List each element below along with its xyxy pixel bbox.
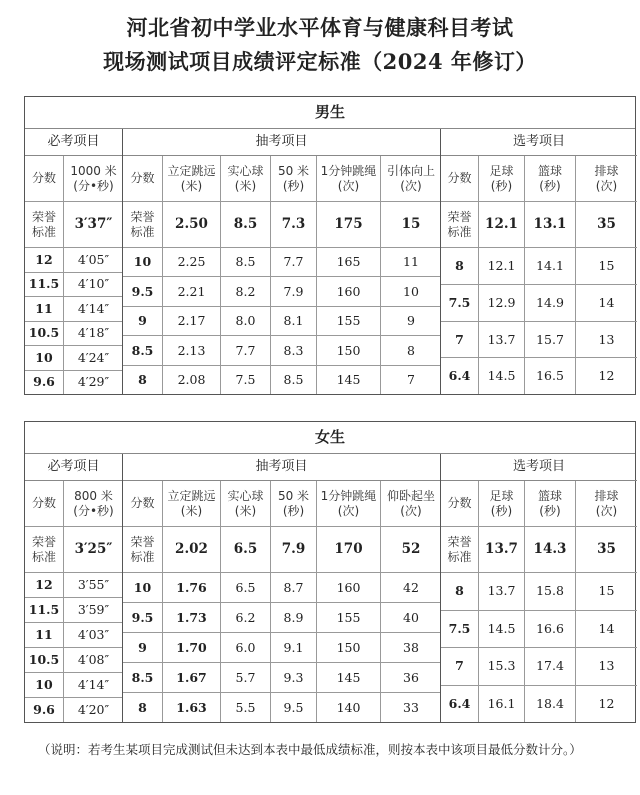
score-cell: 8 — [441, 573, 479, 610]
honor-cell: 35 — [597, 216, 616, 233]
table-row — [441, 686, 637, 723]
honor-cell: 6.5 — [221, 527, 271, 572]
table-row — [123, 603, 440, 633]
value-cell: 4′10″ — [77, 276, 110, 292]
score-cell: 9.6 — [25, 698, 64, 722]
value-cell: 38 — [403, 639, 419, 655]
group-header: 抽考项目 — [123, 129, 440, 156]
value-cell: 145 — [317, 663, 381, 692]
column-header: 足球 (秒) — [479, 481, 525, 526]
table-row — [25, 598, 122, 623]
elective-group — [441, 129, 637, 394]
score-cell: 10 — [123, 573, 163, 602]
value-cell: 160 — [317, 573, 381, 602]
value-cell: 2.13 — [163, 336, 221, 364]
column-header: 引体向上 (次) — [386, 163, 435, 193]
table-row — [123, 248, 440, 277]
mandatory-group — [25, 454, 123, 722]
table-row — [25, 273, 122, 298]
column-header: 分数 — [25, 481, 64, 526]
table-row — [441, 648, 637, 686]
value-cell: 1.76 — [163, 573, 221, 602]
score-cell: 9.6 — [25, 371, 64, 395]
column-header-row — [123, 156, 440, 202]
group-header: 选考项目 — [441, 454, 637, 481]
honor-cell: 7.9 — [271, 527, 317, 572]
value-cell: 155 — [317, 603, 381, 632]
table-row — [123, 307, 440, 336]
honor-cell: 12.1 — [479, 202, 525, 247]
value-cell: 4′14″ — [77, 677, 110, 693]
value-cell: 7.5 — [221, 366, 271, 394]
value-cell: 9.3 — [271, 663, 317, 692]
table-row — [25, 346, 122, 371]
column-header: 篮球 (秒) — [525, 481, 576, 526]
groups-container — [25, 454, 635, 722]
table-row — [25, 698, 122, 722]
column-header: 分数 — [123, 156, 163, 201]
table-row — [441, 358, 637, 394]
value-cell: 8.5 — [221, 248, 271, 276]
column-header: 排球 (次) — [594, 163, 619, 193]
table-row — [25, 248, 122, 273]
score-cell: 7 — [441, 322, 479, 358]
value-cell: 8.7 — [271, 573, 317, 602]
value-cell: 9.5 — [271, 693, 317, 722]
honor-cell: 2.02 — [163, 527, 221, 572]
value-cell: 9 — [407, 313, 415, 329]
honor-standard-row — [123, 202, 440, 248]
value-cell: 16.1 — [479, 686, 525, 723]
honor-cell: 荣誉 标准 — [25, 527, 64, 572]
score-cell: 11.5 — [25, 598, 64, 622]
value-cell: 14 — [598, 620, 615, 636]
value-cell: 14.5 — [479, 611, 525, 648]
value-cell: 6.2 — [221, 603, 271, 632]
honor-cell: 荣誉 标准 — [25, 202, 64, 247]
table-row — [25, 648, 122, 673]
value-cell: 8.1 — [271, 307, 317, 335]
value-cell: 13.7 — [479, 322, 525, 358]
value-cell: 15 — [598, 583, 615, 599]
honor-cell: 7.3 — [271, 202, 317, 247]
value-cell: 8.0 — [221, 307, 271, 335]
honor-cell: 8.5 — [221, 202, 271, 247]
value-cell: 1.70 — [163, 633, 221, 662]
value-cell: 40 — [403, 609, 419, 625]
honor-cell: 175 — [317, 202, 381, 247]
value-cell: 2.08 — [163, 366, 221, 394]
honor-cell: 3′25″ — [74, 541, 113, 558]
score-cell: 10.5 — [25, 322, 64, 346]
table-row — [441, 611, 637, 649]
value-cell: 7.7 — [221, 336, 271, 364]
value-cell: 4′24″ — [77, 349, 110, 365]
value-cell: 155 — [317, 307, 381, 335]
score-cell: 11.5 — [25, 273, 64, 297]
male-standards-table — [24, 96, 636, 395]
value-cell: 160 — [317, 277, 381, 305]
value-cell: 1.63 — [163, 693, 221, 722]
column-header: 50 米 (秒) — [271, 156, 317, 201]
value-cell: 2.25 — [163, 248, 221, 276]
value-cell: 12.9 — [479, 285, 525, 321]
table-row — [25, 371, 122, 395]
column-header-row — [441, 156, 637, 202]
value-cell: 165 — [317, 248, 381, 276]
value-cell: 11 — [403, 254, 419, 270]
footnote: （说明：若考生某项目完成测试但未达到本表中最低成绩标准，则按本表中该项目最低分数计分。） — [38, 742, 582, 757]
table-row — [25, 673, 122, 698]
value-cell: 13 — [598, 331, 615, 347]
document-title-line1: 河北省初中学业水平体育与健康科目考试 — [126, 15, 514, 40]
value-cell: 8.3 — [271, 336, 317, 364]
value-cell: 15.8 — [525, 573, 576, 610]
mandatory-group — [25, 129, 123, 394]
score-cell: 11 — [25, 297, 64, 321]
honor-standard-row — [441, 202, 637, 248]
table-row — [123, 277, 440, 306]
value-cell: 4′18″ — [77, 325, 110, 341]
honor-standard-row — [25, 202, 122, 248]
column-header: 立定跳远 (米) — [163, 481, 221, 526]
value-cell: 6.5 — [221, 573, 271, 602]
score-cell: 11 — [25, 623, 64, 647]
table-row — [441, 285, 637, 322]
value-cell: 15 — [598, 258, 615, 274]
honor-standard-row — [25, 527, 122, 573]
sampled-group — [123, 129, 441, 394]
document-title-line2: 现场测试项目成绩评定标准（2024 年修订） — [103, 49, 537, 74]
value-cell: 3′59″ — [77, 602, 110, 618]
section-title: 女生 — [25, 422, 635, 454]
column-header-row — [25, 481, 122, 527]
honor-cell: 荣誉 标准 — [123, 527, 163, 572]
column-header: 实心球 (米) — [221, 481, 271, 526]
table-row — [25, 322, 122, 347]
elective-group — [441, 454, 637, 722]
honor-cell: 2.50 — [163, 202, 221, 247]
column-header: 1分钟跳绳 (次) — [317, 156, 381, 201]
column-header: 立定跳远 (米) — [163, 156, 221, 201]
score-cell: 7.5 — [441, 611, 479, 648]
honor-cell: 13.7 — [479, 527, 525, 572]
table-row — [441, 248, 637, 285]
value-cell: 16.6 — [525, 611, 576, 648]
value-cell: 8.9 — [271, 603, 317, 632]
section-title: 男生 — [25, 97, 635, 129]
column-header: 实心球 (米) — [221, 156, 271, 201]
value-cell: 8.5 — [271, 366, 317, 394]
column-header: 排球 (次) — [594, 488, 619, 518]
value-cell: 12 — [598, 695, 615, 711]
score-cell: 12 — [25, 573, 64, 597]
table-row — [123, 573, 440, 603]
column-header: 1000 米 (分•秒) — [70, 163, 117, 193]
column-header: 分数 — [441, 481, 479, 526]
honor-cell: 荣誉 标准 — [123, 202, 163, 247]
table-row — [441, 573, 637, 611]
value-cell: 4′08″ — [77, 652, 110, 668]
sampled-group — [123, 454, 441, 722]
table-row — [123, 693, 440, 722]
value-cell: 4′05″ — [77, 251, 110, 267]
column-header: 800 米 (分•秒) — [73, 488, 114, 518]
value-cell: 7.7 — [271, 248, 317, 276]
honor-cell: 170 — [317, 527, 381, 572]
value-cell: 6.0 — [221, 633, 271, 662]
column-header: 分数 — [441, 156, 479, 201]
value-cell: 150 — [317, 336, 381, 364]
score-cell: 8.5 — [123, 663, 163, 692]
column-header: 50 米 (秒) — [271, 481, 317, 526]
table-row — [123, 633, 440, 663]
column-header: 分数 — [25, 156, 64, 201]
column-header: 分数 — [123, 481, 163, 526]
column-header-row — [25, 156, 122, 202]
score-cell: 6.4 — [441, 358, 479, 394]
score-cell: 7 — [441, 648, 479, 685]
honor-cell: 14.3 — [525, 527, 576, 572]
honor-cell: 15 — [401, 216, 421, 233]
score-cell: 6.4 — [441, 686, 479, 723]
value-cell: 33 — [403, 699, 419, 715]
table-row — [441, 322, 637, 359]
honor-cell: 13.1 — [525, 202, 576, 247]
column-header: 足球 (秒) — [479, 156, 525, 201]
honor-cell: 3′37″ — [74, 216, 113, 233]
value-cell: 14.1 — [525, 248, 576, 284]
value-cell: 7.9 — [271, 277, 317, 305]
value-cell: 17.4 — [525, 648, 576, 685]
value-cell: 15.7 — [525, 322, 576, 358]
value-cell: 12 — [598, 368, 615, 384]
female-standards-table — [24, 421, 636, 723]
value-cell: 14.9 — [525, 285, 576, 321]
value-cell: 18.4 — [525, 686, 576, 723]
group-header: 抽考项目 — [123, 454, 440, 481]
score-cell: 10.5 — [25, 648, 64, 672]
value-cell: 9.1 — [271, 633, 317, 662]
table-row — [25, 573, 122, 598]
value-cell: 4′14″ — [77, 300, 110, 316]
honor-cell: 52 — [401, 541, 421, 558]
table-row — [123, 366, 440, 394]
value-cell: 8 — [407, 342, 415, 358]
value-cell: 12.1 — [479, 248, 525, 284]
value-cell: 10 — [403, 283, 419, 299]
score-cell: 8 — [123, 693, 163, 722]
value-cell: 1.73 — [163, 603, 221, 632]
score-cell: 9 — [123, 633, 163, 662]
column-header-row — [441, 481, 637, 527]
score-cell: 10 — [25, 673, 64, 697]
score-cell: 10 — [123, 248, 163, 276]
score-cell: 9 — [123, 307, 163, 335]
score-cell: 12 — [25, 248, 64, 272]
value-cell: 8.2 — [221, 277, 271, 305]
value-cell: 14.5 — [479, 358, 525, 394]
value-cell: 5.7 — [221, 663, 271, 692]
value-cell: 13 — [598, 658, 615, 674]
score-cell: 10 — [25, 346, 64, 370]
score-cell: 9.5 — [123, 603, 163, 632]
value-cell: 4′20″ — [77, 702, 110, 718]
honor-standard-row — [441, 527, 637, 573]
score-cell: 8 — [441, 248, 479, 284]
value-cell: 14 — [598, 294, 615, 310]
value-cell: 13.7 — [479, 573, 525, 610]
score-cell: 8.5 — [123, 336, 163, 364]
groups-container — [25, 129, 635, 394]
column-header: 仰卧起坐 (次) — [386, 488, 435, 518]
group-header: 选考项目 — [441, 129, 637, 156]
value-cell: 1.67 — [163, 663, 221, 692]
value-cell: 2.21 — [163, 277, 221, 305]
value-cell: 150 — [317, 633, 381, 662]
table-row — [25, 623, 122, 648]
score-cell: 7.5 — [441, 285, 479, 321]
table-row — [123, 663, 440, 693]
score-cell: 9.5 — [123, 277, 163, 305]
value-cell: 145 — [317, 366, 381, 394]
value-cell: 2.17 — [163, 307, 221, 335]
value-cell: 36 — [403, 669, 419, 685]
value-cell: 16.5 — [525, 358, 576, 394]
value-cell: 5.5 — [221, 693, 271, 722]
value-cell: 4′29″ — [77, 374, 110, 390]
value-cell: 140 — [317, 693, 381, 722]
group-header: 必考项目 — [25, 454, 122, 481]
honor-standard-row — [123, 527, 440, 573]
column-header: 1分钟跳绳 (次) — [317, 481, 381, 526]
value-cell: 3′55″ — [77, 577, 110, 593]
value-cell: 7 — [407, 372, 415, 388]
honor-cell: 荣誉 标准 — [441, 202, 479, 247]
column-header-row — [123, 481, 440, 527]
table-row — [123, 336, 440, 365]
score-cell: 8 — [123, 366, 163, 394]
group-header: 必考项目 — [25, 129, 122, 156]
value-cell: 4′03″ — [77, 627, 110, 643]
column-header: 篮球 (秒) — [525, 156, 576, 201]
value-cell: 15.3 — [479, 648, 525, 685]
value-cell: 42 — [403, 579, 419, 595]
honor-cell: 荣誉 标准 — [441, 527, 479, 572]
honor-cell: 35 — [597, 541, 616, 558]
table-row — [25, 297, 122, 322]
